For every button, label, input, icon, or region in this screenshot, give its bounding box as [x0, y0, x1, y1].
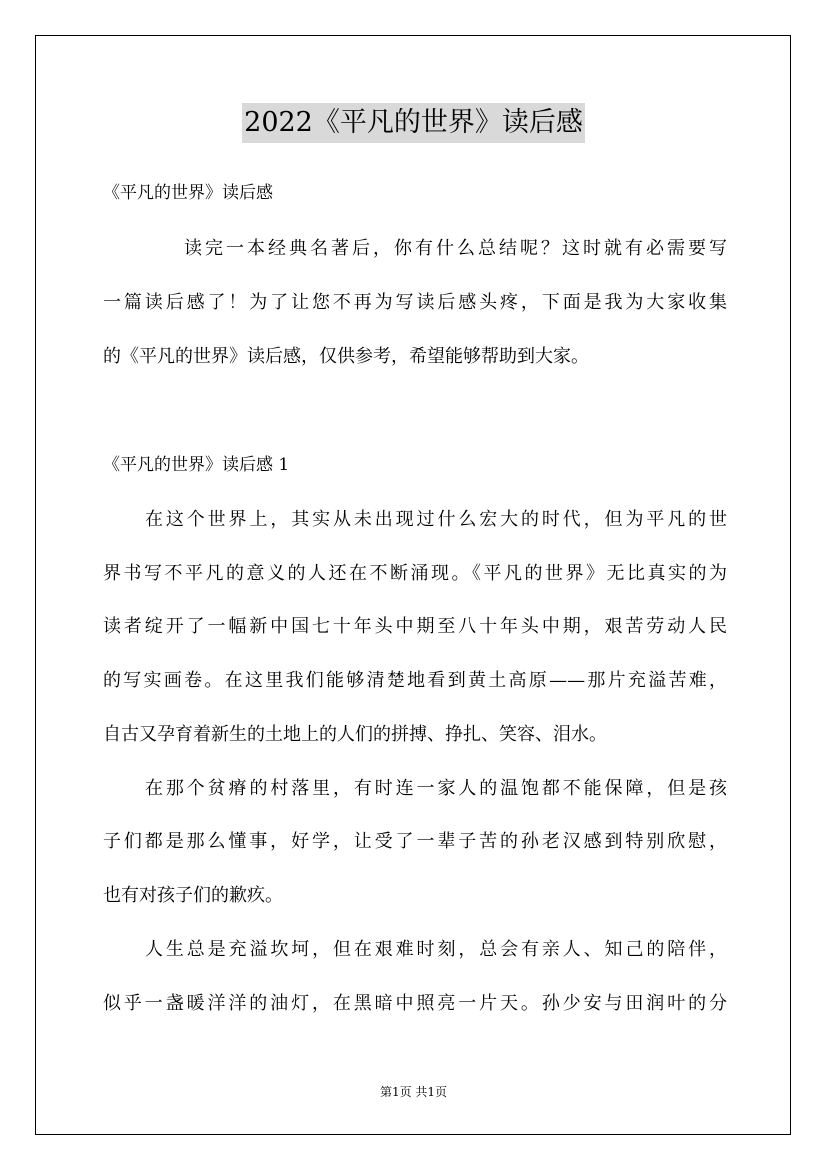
paragraph-line: 子们都是那么懂事，好学，让受了一辈子苦的孙老汉感到特别欣慰， [103, 831, 727, 852]
paragraph-line: 在这个世界上，其实从未出现过什么宏大的时代，但为平凡的世 [145, 509, 727, 530]
document-subtitle: 《平凡的世界》读后感 [103, 183, 273, 203]
paragraph-line: 读者绽开了一幅新中国七十年头中期至八十年头中期，艰苦劳动人民 [103, 616, 727, 637]
page-footer: 第1页 共1页 [379, 1085, 448, 1099]
paragraph-line: 的写实画卷。在这里我们能够清楚地看到黄土高原——那片充溢苦难， [103, 670, 727, 691]
paragraph-line: 似乎一盏暖洋洋的油灯，在黑暗中照亮一片天。孙少安与田润叶的分 [103, 993, 727, 1014]
section-heading: 《平凡的世界》读后感 1 [103, 455, 290, 475]
paragraph-line: 自古又孕育着新生的土地上的人们的拼搏、挣扎、笑容、泪水。 [103, 724, 607, 745]
paragraph-line: 人生总是充溢坎坷，但在艰难时刻，总会有亲人、知己的陪伴， [145, 939, 727, 960]
paragraph-line: 也有对孩子们的歉疚。 [103, 885, 283, 906]
intro-line: 的《平凡的世界》读后感，仅供参考，希望能够帮助到大家。 [103, 346, 589, 367]
paragraph-line: 在那个贫瘠的村落里，有时连一家人的温饱都不能保障，但是孩 [145, 778, 727, 799]
document-title-text: 2022《平凡的世界》读后感 [242, 103, 585, 143]
intro-line: 一篇读后感了！为了让您不再为写读后感头疼，下面是我为大家收集 [103, 292, 727, 313]
document-title [0, 103, 827, 143]
paragraph-line: 界书写不平凡的意义的人还在不断涌现。《平凡的世界》无比真实的为 [103, 563, 727, 584]
intro-line: 读完一本经典名著后，你有什么总结呢？这时就有必需要写 [184, 238, 727, 259]
